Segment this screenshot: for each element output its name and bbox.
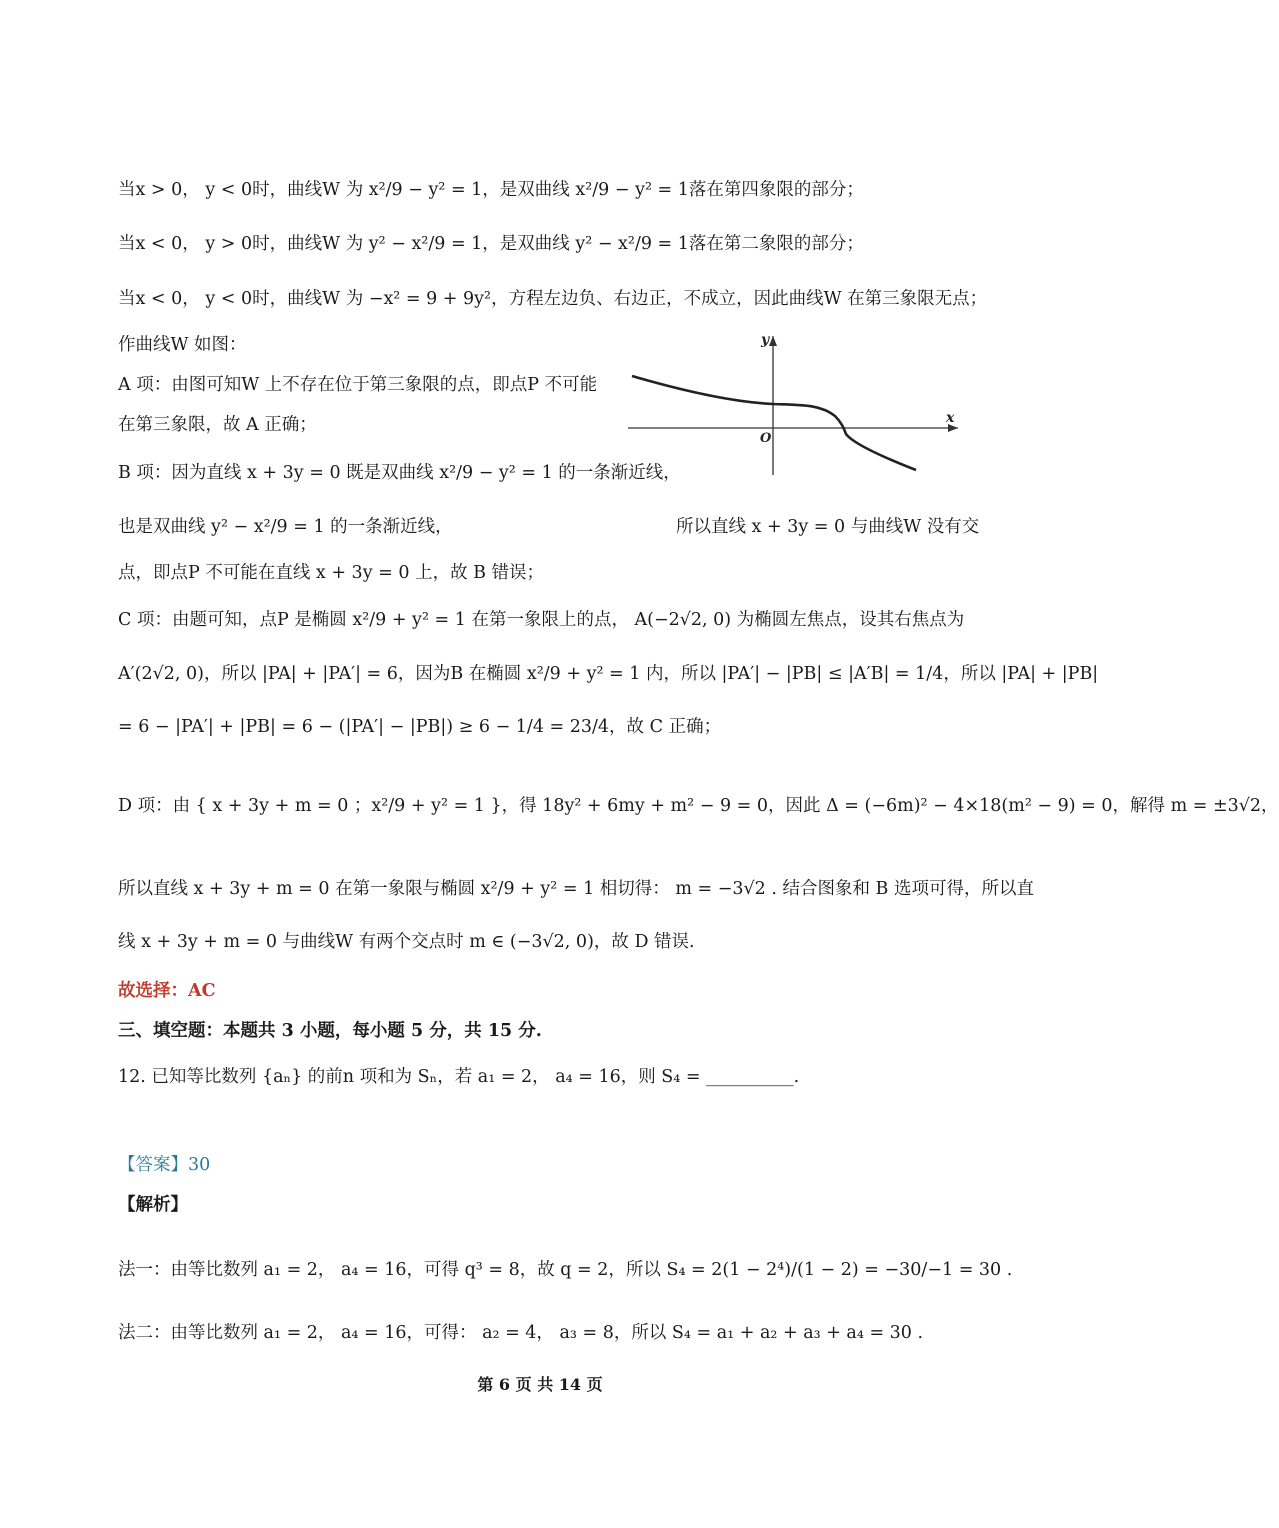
answer-choice: 故选择：AC — [118, 981, 216, 1001]
origin-label: O — [760, 431, 772, 446]
question-12: 12. 已知等比数列 {aₙ} 的前n 项和为 Sₙ，若 a₁ = 2， a₄ = 16，则 S₄ = __________. — [118, 1067, 800, 1087]
option-c-line-1: C 项：由题可知，点P 是椭圆 x²/9 + y² = 1 在第一象限上的点， A(−2√2, 0) 为椭圆左焦点，设其右焦点为 — [118, 610, 965, 630]
method-1: 法一：由等比数列 a₁ = 2， a₄ = 16，可得 q³ = 8，故 q = 2，所以 S₄ = 2(1 − 2⁴)/(1 − 2) = −30/−1 = 30 . — [118, 1260, 1013, 1280]
text-line-3: 当x < 0， y < 0时，曲线W 为 −x² = 9 + 9y²，方程左边负、右边正，不成立，因此曲线W 在第三象限无点； — [118, 289, 988, 309]
x-axis-label: x — [946, 410, 955, 426]
analysis-label: 【解析】 — [118, 1195, 188, 1215]
section-heading: 三、填空题：本题共 3 小题，每小题 5 分，共 15 分. — [118, 1021, 542, 1041]
option-a-line-2: 在第三象限，故 A 正确； — [118, 415, 317, 435]
method-2: 法二：由等比数列 a₁ = 2， a₄ = 16，可得： a₂ = 4， a₃ = 8，所以 S₄ = a₁ + a₂ + a₃ + a₄ = 30 . — [118, 1323, 924, 1343]
option-d-line-3: 线 x + 3y + m = 0 与曲线W 有两个交点时 m ∈ (−3√2, 0)，故 D 错误. — [118, 932, 695, 952]
text-line-4: 作曲线W 如图： — [118, 335, 247, 355]
option-c-line-2: A′(2√2, 0)，所以 |PA| + |PA′| = 6，因为B 在椭圆 x²/9 + y² = 1 内，所以 |PA′| − |PB| ≤ |A′B| = 1/4，所以 |PA| + |PB| — [118, 664, 1099, 684]
curve-w-graph — [620, 330, 965, 480]
option-b-line-4: 点，即点P 不可能在直线 x + 3y = 0 上，故 B 错误； — [118, 563, 545, 583]
option-b-line-1: B 项：因为直线 x + 3y = 0 既是双曲线 x²/9 − y² = 1 的一条渐近线， — [118, 463, 681, 483]
option-c-line-3: = 6 − |PA′| + |PB| = 6 − (|PA′| − |PB|) ≥ 6 − 1/4 = 23/4，故 C 正确； — [118, 717, 722, 737]
option-b-line-3: 所以直线 x + 3y = 0 与曲线W 没有交 — [676, 517, 980, 537]
option-d-line-2: 所以直线 x + 3y + m = 0 在第一象限与椭圆 x²/9 + y² = 1 相切得： m = −3√2 . 结合图象和 B 选项可得，所以直 — [118, 879, 1034, 899]
answer-label: 【答案】30 — [118, 1155, 211, 1175]
option-a-line-1: A 项：由图可知W 上不存在位于第三象限的点，即点P 不可能 — [118, 375, 598, 395]
text-line-1: 当x > 0， y < 0时，曲线W 为 x²/9 − y² = 1，是双曲线 x²/9 − y² = 1落在第四象限的部分； — [118, 180, 864, 200]
page-footer: 第 6 页 共 14 页 — [477, 1375, 603, 1394]
option-d-line-1: D 项：由 { x + 3y + m = 0 ；x²/9 + y² = 1 }，得 18y² + 6my + m² − 9 = 0，因此 Δ = (−6m)² − 4×18(m² − 9) = 0，解得 m = ±3√2， — [118, 796, 1279, 816]
option-b-line-2: 也是双曲线 y² − x²/9 = 1 的一条渐近线， — [118, 517, 453, 537]
curve-w — [632, 376, 916, 470]
y-axis-label: y — [761, 332, 770, 348]
y-axis-arrow-icon — [769, 336, 777, 346]
text-line-2: 当x < 0， y > 0时，曲线W 为 y² − x²/9 = 1，是双曲线 y² − x²/9 = 1落在第二象限的部分； — [118, 234, 864, 254]
